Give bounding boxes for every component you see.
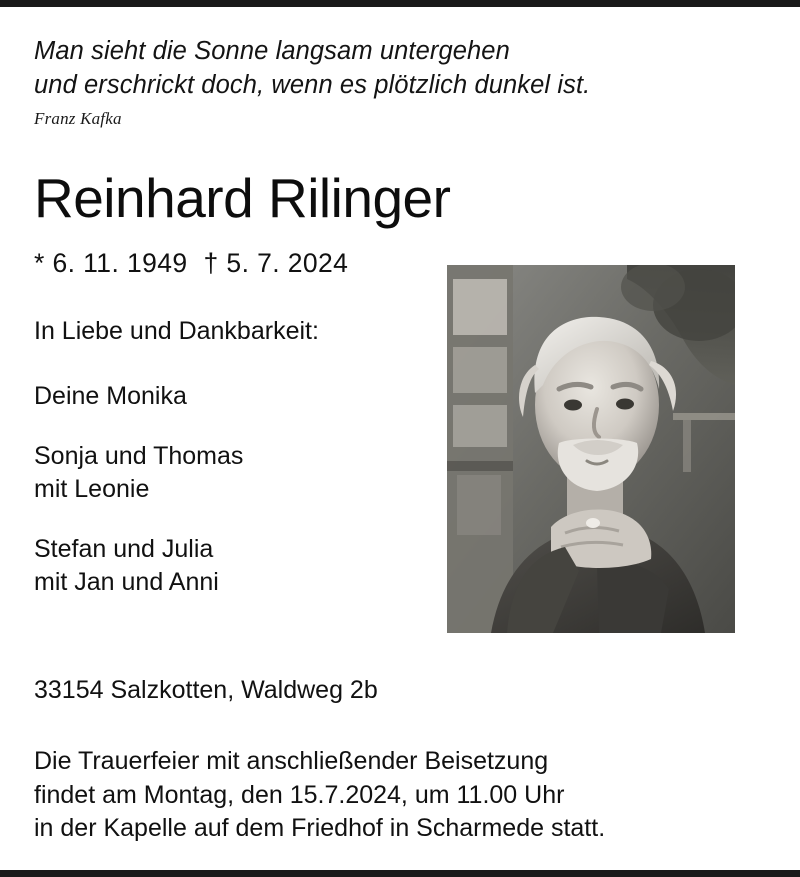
dedication-text: In Liebe und Dankbarkeit: — [34, 317, 319, 346]
birth-date: * 6. 11. 1949 — [34, 248, 188, 279]
family-group-3-line-1: Stefan und Julia — [34, 535, 214, 564]
portrait-photo — [447, 265, 735, 633]
quote-author: Franz Kafka — [34, 109, 122, 129]
family-group-2-line-1: Sonja und Thomas — [34, 442, 244, 471]
family-group-3 — [34, 533, 434, 598]
quote-block — [34, 35, 766, 102]
family-group-2 — [34, 440, 434, 505]
family-group-1 — [34, 380, 434, 413]
family-group-1-line-1: Deine Monika — [34, 381, 187, 410]
quote-line-1: Man sieht die Sonne langsam untergehen — [34, 37, 510, 65]
family-group-3-line-2: mit Jan und Anni — [34, 567, 219, 596]
ceremony-line-3: in der Kapelle auf dem Friedhof in Scharmede statt. — [34, 813, 606, 842]
address-line: 33154 Salzkotten, Waldweg 2b — [34, 676, 378, 705]
mourners-column — [34, 315, 434, 598]
ceremony-details — [34, 745, 774, 845]
family-group-2-line-2: mit Leonie — [34, 474, 150, 503]
ceremony-line-1: Die Trauerfeier mit anschließender Beisetzung — [34, 747, 549, 776]
ceremony-line-2: findet am Montag, den 15.7.2024, um 11.00 Uhr — [34, 780, 565, 809]
deceased-name: Reinhard Rilinger — [34, 167, 451, 230]
quote-line-2: und erschrickt doch, wenn es plötzlich dunkel ist. — [34, 70, 591, 99]
death-date: † 5. 7. 2024 — [203, 248, 349, 279]
